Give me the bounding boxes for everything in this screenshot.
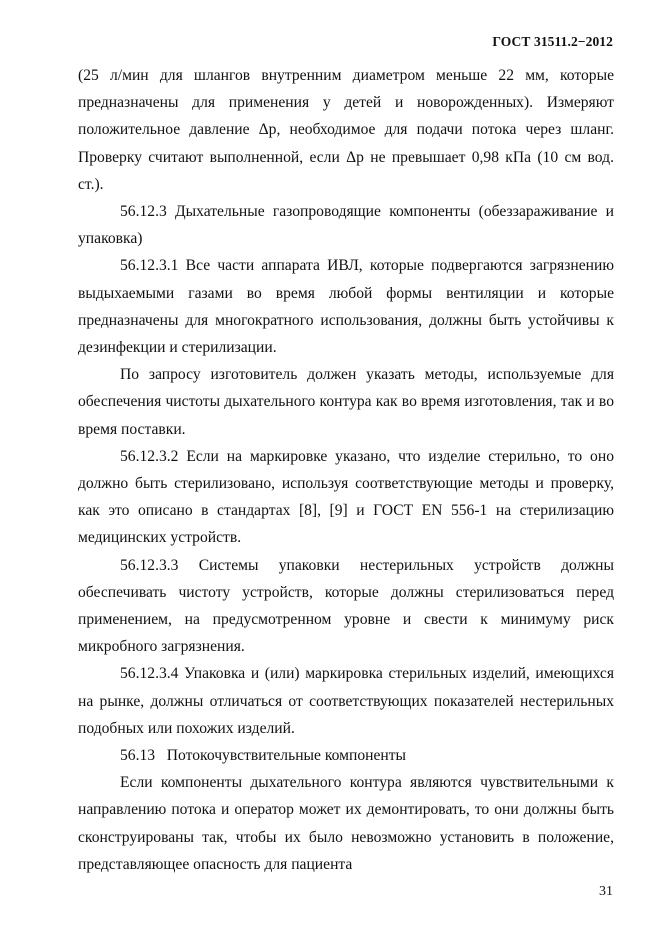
page-body [78, 62, 614, 878]
paragraph-flow-sensitive: Если компоненты дыхательного контура являются чувствительными к направлению потока и оператор может их демонтировать, то они должны быть сконструированы так, чтобы их было невозможно установить в положение, представляющее опасность для пациента [78, 774, 614, 873]
paragraph-56-12-3-2: 56.12.3.2 Если на маркировке указано, что изделие стерильно, то оно должно быть стерилизовано, используя соответствующие методы и проверку, как это описано в стандартах [8], [9] и ГОСТ EN 556-1 на стерилизацию медицинских устройств. [78, 447, 614, 547]
paragraph-56-13-heading: 56.13 Потокочувствительные компоненты [120, 747, 407, 765]
paragraph-56-12-3-4: 56.12.3.4 Упаковка и (или) маркировка стерильных изделий, имеющихся на рынке, должны отличаться от соответствующих показателей нестерильных подобных или похожих изделий. [78, 665, 614, 737]
paragraph-56-12-3-1: 56.12.3.1 Все части аппарата ИВЛ, которые подвергаются загрязнению выдыхаемыми газами во время любой формы вентиляции и которые предназначены для многократного использования, должны быть устойчивы к дезинфекции и стерилизации. [78, 257, 614, 357]
paragraph-flow-test: (25 л/мин для шлангов внутренним диаметром меньше 22 мм, которые предназначены для применения у детей и новорожденных). Измеряют положительное давление Δp, необходимое для подачи потока через шланг. Проверку считают выполненной, если Δp не превышает 0,98 кПа (10 см вод. ст.). [78, 67, 614, 193]
document-header: ГОСТ 31511.2−2012 [492, 34, 613, 49]
paragraph-56-12-3-heading: 56.12.3 Дыхательные газопроводящие компоненты (обеззараживание и упаковка) [78, 203, 614, 248]
paragraph-56-12-3-3: 56.12.3.3 Системы упаковки нестерильных устройств должны обеспечивать чистоту устройств, которые должны стерилизоваться перед применением, на предусмотренном уровне и свести к минимуму риск микробного загрязнения. [78, 556, 614, 656]
paragraph-manufacturer-methods: По запросу изготовитель должен указать методы, используемые для обеспечения чистоты дыхательного контура как во время изготовления, так и во время поставки. [78, 366, 614, 438]
page-number: 31 [599, 884, 613, 899]
